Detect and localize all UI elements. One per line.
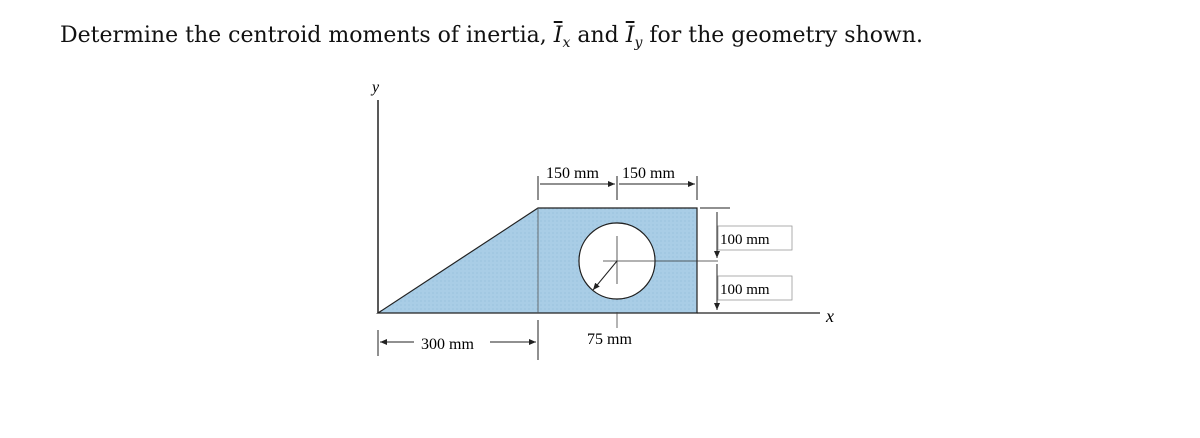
dim-right-upper-label: 100 mm bbox=[720, 232, 770, 248]
question-suffix: for the geometry shown. bbox=[649, 23, 923, 48]
question-conj: and bbox=[577, 23, 619, 48]
ix-subscript: x bbox=[562, 35, 571, 51]
ix-symbol: $\overline{I}$ bbox=[553, 23, 563, 48]
dim-right-lower-label: 100 mm bbox=[720, 282, 770, 298]
dim-left-label: 300 mm bbox=[421, 336, 474, 353]
x-axis-label: x bbox=[826, 306, 834, 326]
dim-top-right-label: 150 mm bbox=[622, 165, 675, 182]
iy-symbol: $\overline{I}$ bbox=[625, 23, 635, 48]
dim-top-left-label: 150 mm bbox=[546, 165, 599, 182]
iy-subscript: y bbox=[634, 35, 643, 51]
question-prefix: Determine the centroid moments of inertia, bbox=[60, 23, 547, 48]
y-axis-label: y bbox=[372, 79, 380, 96]
dim-radius-label: 75 mm bbox=[587, 331, 632, 348]
